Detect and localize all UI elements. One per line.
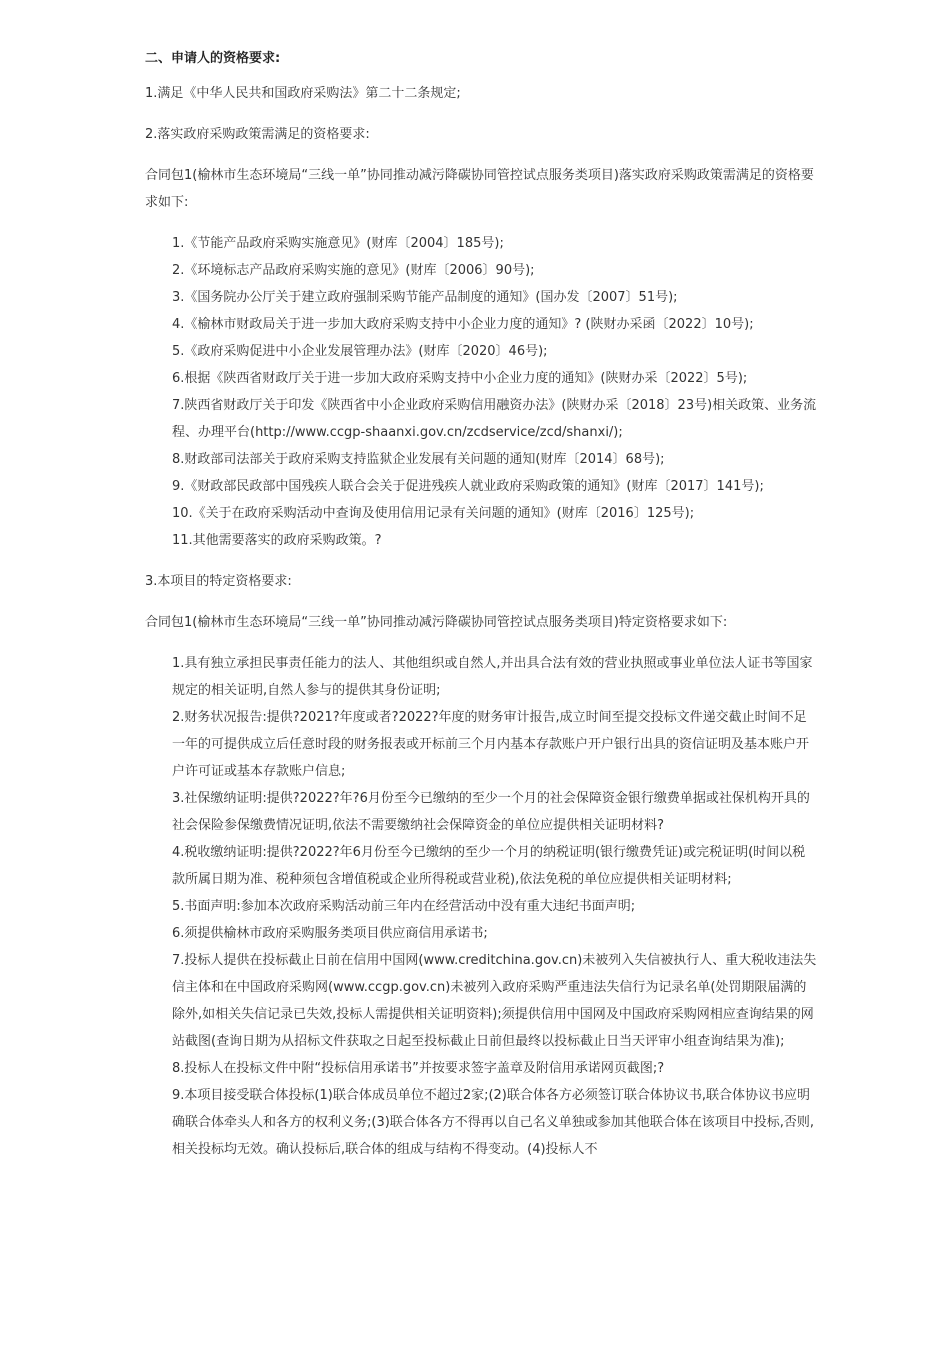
requirement-2-title: 2.落实政府采购政策需满足的资格要求: <box>145 127 370 142</box>
policy-item: 10.《关于在政府采购活动中查询及使用信用记录有关问题的通知》(财库〔2016〕125号); <box>172 506 695 521</box>
policy-item: 1.《节能产品政府采购实施意见》(财库〔2004〕185号); <box>172 236 504 251</box>
policy-list <box>172 230 817 554</box>
requirement-1: 1.满足《中华人民共和国政府采购法》第二十二条规定; <box>145 86 461 101</box>
policy-item: 7.陕西省财政厅关于印发《陕西省中小企业政府采购信用融资办法》(陕财办采〔2018〕23号)相关政策、业务流程、办理平台(http://www.ccgp-shaanxi.gov.cn/zcdservice/zcd/shanxi/); <box>172 398 817 440</box>
specific-item: 2.财务状况报告:提供?2021?年度或者?2022?年度的财务审计报告,成立时间至提交投标文件递交截止时间不足一年的可提供成立后任意时段的财务报表或开标前三个月内基本存款账户开户银行出具的资信证明及基本账户开户许可证或基本存款账户信息; <box>172 710 810 779</box>
policy-item: 6.根据《陕西省财政厅关于进一步加大政府采购支持中小企业力度的通知》(陕财办采〔2022〕5号); <box>172 371 748 386</box>
specific-item: 7.投标人提供在投标截止日前在信用中国网(www.creditchina.gov.cn)未被列入失信被执行人、重大税收违法失信主体和在中国政府采购网(www.ccgp.gov.cn)未被列入政府采购严重违法失信行为记录名单(处罚期限届满的除外,如相关失信记录已失效,投标人需提供相关证明资料);须提供信用中国网及中国政府采购网相应查询结果的网站截图(查询日期为从招标文件获取之日起至投标截止日前但最终以投标截止日当天评审小组查询结果为准); <box>172 953 817 1049</box>
specific-item: 4.税收缴纳证明:提供?2022?年6月份至今已缴纳的至少一个月的纳税证明(银行缴费凭证)或完税证明(时间以税款所属日期为准、税种须包含增值税或企业所得税或营业税),依法免税的单位应提供相关证明材料; <box>172 845 806 887</box>
specific-item: 6.须提供榆林市政府采购服务类项目供应商信用承诺书; <box>172 926 488 941</box>
specific-item: 1.具有独立承担民事责任能力的法人、其他组织或自然人,并出具合法有效的营业执照或事业单位法人证书等国家规定的相关证明,自然人参与的提供其身份证明; <box>172 656 813 698</box>
specific-item: 3.社保缴纳证明:提供?2022?年?6月份至今已缴纳的至少一个月的社会保障资金银行缴费单据或社保机构开具的社会保险参保缴费情况证明,依法不需要缴纳社会保障资金的单位应提供相关证明材料? <box>172 791 810 833</box>
specific-item: 9.本项目接受联合体投标(1)联合体成员单位不超过2家;(2)联合体各方必须签订联合体协议书,联合体协议书应明确联合体牵头人和各方的权利义务;(3)联合体各方不得再以自己名义单独或参加其他联合体在该项目中投标,否则,相关投标均无效。确认投标后,联合体的组成与结构不得变动。(4)投标人不 <box>172 1088 815 1157</box>
section-title: 二、申请人的资格要求: <box>145 51 281 66</box>
document-page <box>145 48 817 1177</box>
policy-item: 11.其他需要落实的政府采购政策。? <box>172 533 382 548</box>
policy-item: 8.财政部司法部关于政府采购支持监狱企业发展有关问题的通知(财库〔2014〕68号); <box>172 452 665 467</box>
policy-item: 5.《政府采购促进中小企业发展管理办法》(财库〔2020〕46号); <box>172 344 548 359</box>
specific-list <box>172 650 817 1163</box>
policy-item: 4.《榆林市财政局关于进一步加大政府采购支持中小企业力度的通知》? (陕财办采函〔2022〕10号); <box>172 317 754 332</box>
specific-item: 5.书面声明:参加本次政府采购活动前三年内在经营活动中没有重大违纪书面声明; <box>172 899 636 914</box>
policy-item: 9.《财政部民政部中国残疾人联合会关于促进残疾人就业政府采购政策的通知》(财库〔2017〕141号); <box>172 479 764 494</box>
requirement-3-intro: 合同包1(榆林市生态环境局“三线一单”协同推动减污降碳协同管控试点服务类项目)特定资格要求如下: <box>145 615 728 630</box>
specific-item: 8.投标人在投标文件中附“投标信用承诺书”并按要求签字盖章及附信用承诺网页截图;? <box>172 1061 665 1076</box>
requirement-3-title: 3.本项目的特定资格要求: <box>145 574 292 589</box>
policy-item: 3.《国务院办公厅关于建立政府强制采购节能产品制度的通知》(国办发〔2007〕51号); <box>172 290 678 305</box>
policy-item: 2.《环境标志产品政府采购实施的意见》(财库〔2006〕90号); <box>172 263 535 278</box>
requirement-2-intro: 合同包1(榆林市生态环境局“三线一单”协同推动减污降碳协同管控试点服务类项目)落实政府采购政策需满足的资格要求如下: <box>145 168 814 210</box>
